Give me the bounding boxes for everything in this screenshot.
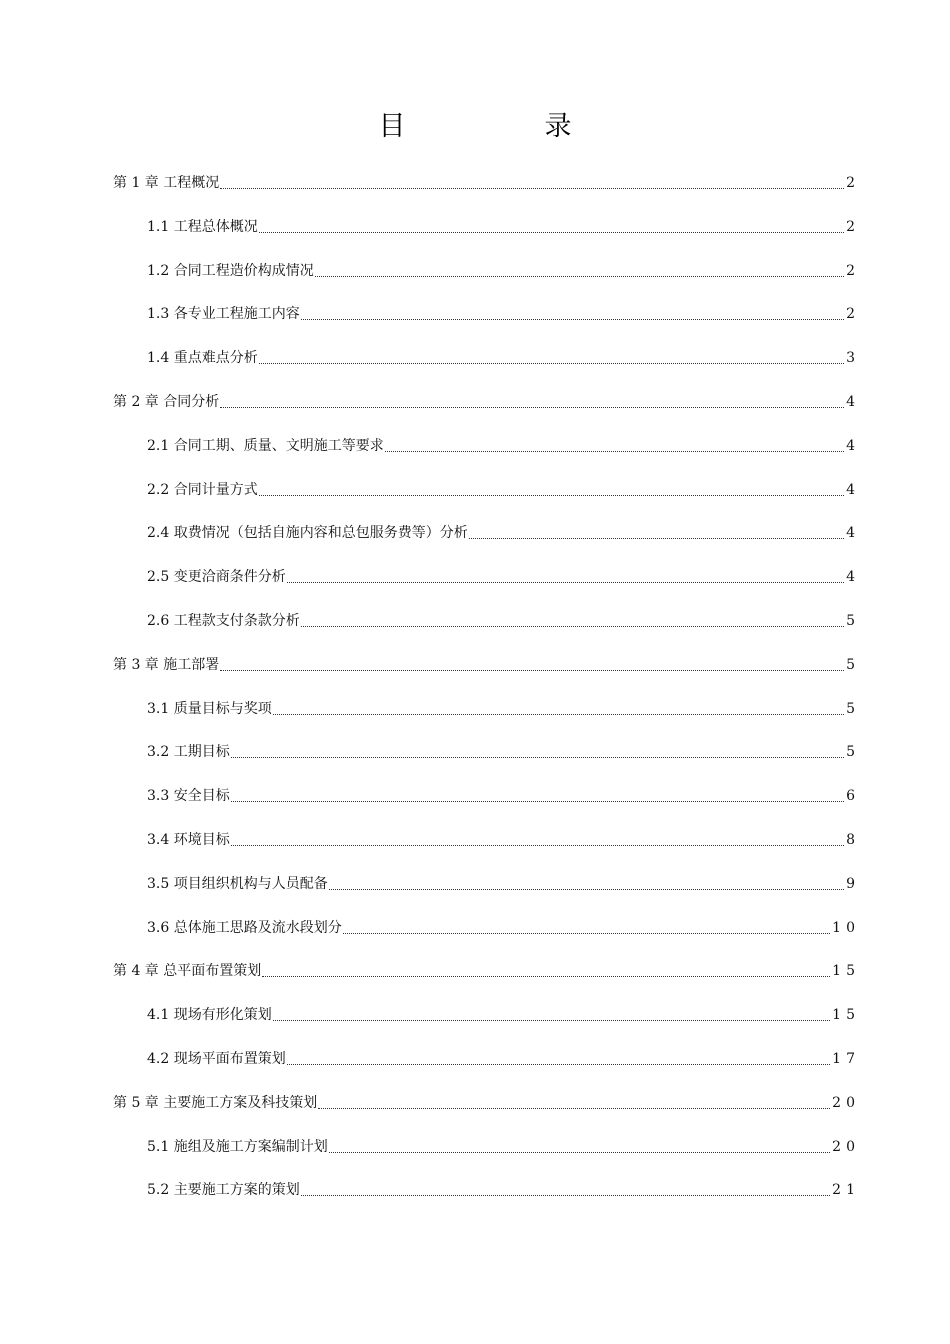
toc-entry-page-number: 6	[846, 788, 860, 805]
dot-leader	[273, 1002, 830, 1021]
dot-leader	[220, 389, 844, 408]
toc-section-entry[interactable]	[147, 915, 860, 941]
dot-leader	[231, 827, 844, 846]
toc-section-entry[interactable]	[147, 739, 860, 765]
toc-entry-page-number: 15	[832, 1007, 860, 1024]
dot-leader	[469, 520, 844, 539]
toc-entry-page-number: 3	[846, 350, 860, 367]
toc-entry-label: 5.1 施组及施工方案编制计划	[147, 1138, 328, 1155]
toc-entry-label: 第 3 章 施工部署	[113, 656, 220, 673]
toc-section-entry[interactable]	[147, 520, 860, 546]
toc-entry-label: 3.2 工期目标	[147, 744, 230, 761]
toc-section-entry[interactable]	[147, 871, 860, 897]
toc-entry-label: 2.6 工程款支付条款分析	[147, 613, 300, 629]
toc-entry-page-number: 21	[832, 1182, 860, 1199]
dot-leader	[301, 1177, 830, 1196]
toc-entry-page-number: 20	[832, 1094, 860, 1111]
dot-leader	[301, 301, 844, 320]
toc-entry-page-number: 5	[846, 744, 860, 761]
toc-entry-page-number: 2	[846, 306, 860, 323]
toc-entry-label: 2.2 合同计量方式	[147, 481, 258, 498]
toc-entry-page-number: 5	[846, 656, 860, 673]
toc-entry-label: 1.1 工程总体概况	[147, 218, 258, 235]
toc-section-entry[interactable]	[147, 696, 860, 722]
toc-entry-label: 4.1 现场有形化策划	[147, 1007, 272, 1024]
page-title: 目 录	[378, 111, 628, 142]
dot-leader	[262, 958, 830, 977]
toc-entry-label: 3.3 安全目标	[147, 788, 230, 805]
toc-section-entry[interactable]	[147, 214, 860, 240]
dot-leader	[315, 258, 844, 277]
toc-section-entry[interactable]	[147, 433, 860, 459]
dot-leader	[231, 783, 844, 802]
toc-entry-label: 第 5 章 主要施工方案及科技策划	[113, 1094, 318, 1111]
toc-entry-label: 4.2 现场平面布置策划	[147, 1051, 286, 1067]
toc-entry-page-number: 4	[846, 525, 860, 542]
toc-chapter-entry[interactable]	[113, 652, 860, 678]
toc-section-entry[interactable]	[147, 827, 860, 853]
dot-leader	[231, 739, 844, 758]
toc-entry-page-number: 4	[846, 394, 860, 410]
toc-section-entry[interactable]	[147, 477, 860, 503]
toc-entry-label: 2.4 取费情况（包括自施内容和总包服务费等）分析	[147, 525, 468, 542]
toc-section-entry[interactable]	[147, 783, 860, 809]
toc-entry-page-number: 5	[846, 700, 860, 717]
toc-section-entry[interactable]	[147, 608, 860, 634]
dot-leader	[385, 433, 844, 452]
toc-entry-page-number: 4	[846, 481, 860, 498]
toc-entry-label: 2.5 变更洽商条件分析	[147, 569, 286, 586]
toc-entry-label: 3.1 质量目标与奖项	[147, 700, 272, 717]
toc-entry-label: 第 2 章 合同分析	[113, 394, 220, 410]
toc-entry-page-number: 4	[846, 437, 860, 454]
toc-entry-label: 第 1 章 工程概况	[113, 175, 220, 191]
toc-entry-label: 3.6 总体施工思路及流水段划分	[147, 919, 342, 936]
toc-chapter-entry[interactable]	[113, 170, 860, 196]
dot-leader	[318, 1090, 830, 1109]
toc-chapter-entry[interactable]	[113, 389, 860, 415]
dot-leader	[301, 608, 844, 627]
dot-leader	[259, 214, 844, 233]
toc-section-entry[interactable]	[147, 258, 860, 284]
toc-entry-label: 1.3 各专业工程施工内容	[147, 306, 300, 323]
toc-section-entry[interactable]	[147, 345, 860, 371]
toc-entry-page-number: 20	[832, 1138, 860, 1155]
dot-leader	[329, 871, 844, 890]
dot-leader	[220, 170, 844, 189]
dot-leader	[343, 915, 830, 934]
dot-leader	[287, 564, 844, 583]
toc-entry-page-number: 2	[846, 218, 860, 235]
toc-chapter-entry[interactable]	[113, 1090, 860, 1116]
toc-entry-label: 1.4 重点难点分析	[147, 350, 258, 367]
toc-section-entry[interactable]	[147, 1046, 860, 1072]
toc-entry-page-number: 8	[846, 832, 860, 848]
toc-entry-label: 3.4 环境目标	[147, 832, 230, 848]
toc-entry-label: 第 4 章 总平面布置策划	[113, 963, 262, 980]
dot-leader	[287, 1046, 830, 1065]
toc-entry-page-number: 2	[846, 175, 860, 191]
toc-entry-label: 2.1 合同工期、质量、文明施工等要求	[147, 437, 384, 454]
toc-section-entry[interactable]	[147, 1002, 860, 1028]
toc-section-entry[interactable]	[147, 564, 860, 590]
toc-entry-page-number: 10	[832, 919, 860, 936]
toc-entry-page-number: 2	[846, 262, 860, 279]
dot-leader	[273, 696, 844, 715]
toc-entry-page-number: 4	[846, 569, 860, 586]
dot-leader	[259, 477, 844, 496]
toc-entry-page-number: 9	[846, 875, 860, 892]
toc-entry-label: 5.2 主要施工方案的策划	[147, 1182, 300, 1199]
toc-entry-page-number: 5	[846, 613, 860, 629]
toc-entry-page-number: 15	[832, 963, 860, 980]
dot-leader	[259, 345, 844, 364]
toc-chapter-entry[interactable]	[113, 958, 860, 984]
toc-section-entry[interactable]	[147, 1134, 860, 1160]
toc-entry-page-number: 17	[832, 1051, 860, 1067]
toc-section-entry[interactable]	[147, 301, 860, 327]
toc-section-entry[interactable]	[147, 1177, 860, 1203]
dot-leader	[220, 652, 844, 671]
dot-leader	[329, 1134, 830, 1153]
toc-entry-label: 3.5 项目组织机构与人员配备	[147, 875, 328, 892]
toc-entry-label: 1.2 合同工程造价构成情况	[147, 262, 314, 279]
